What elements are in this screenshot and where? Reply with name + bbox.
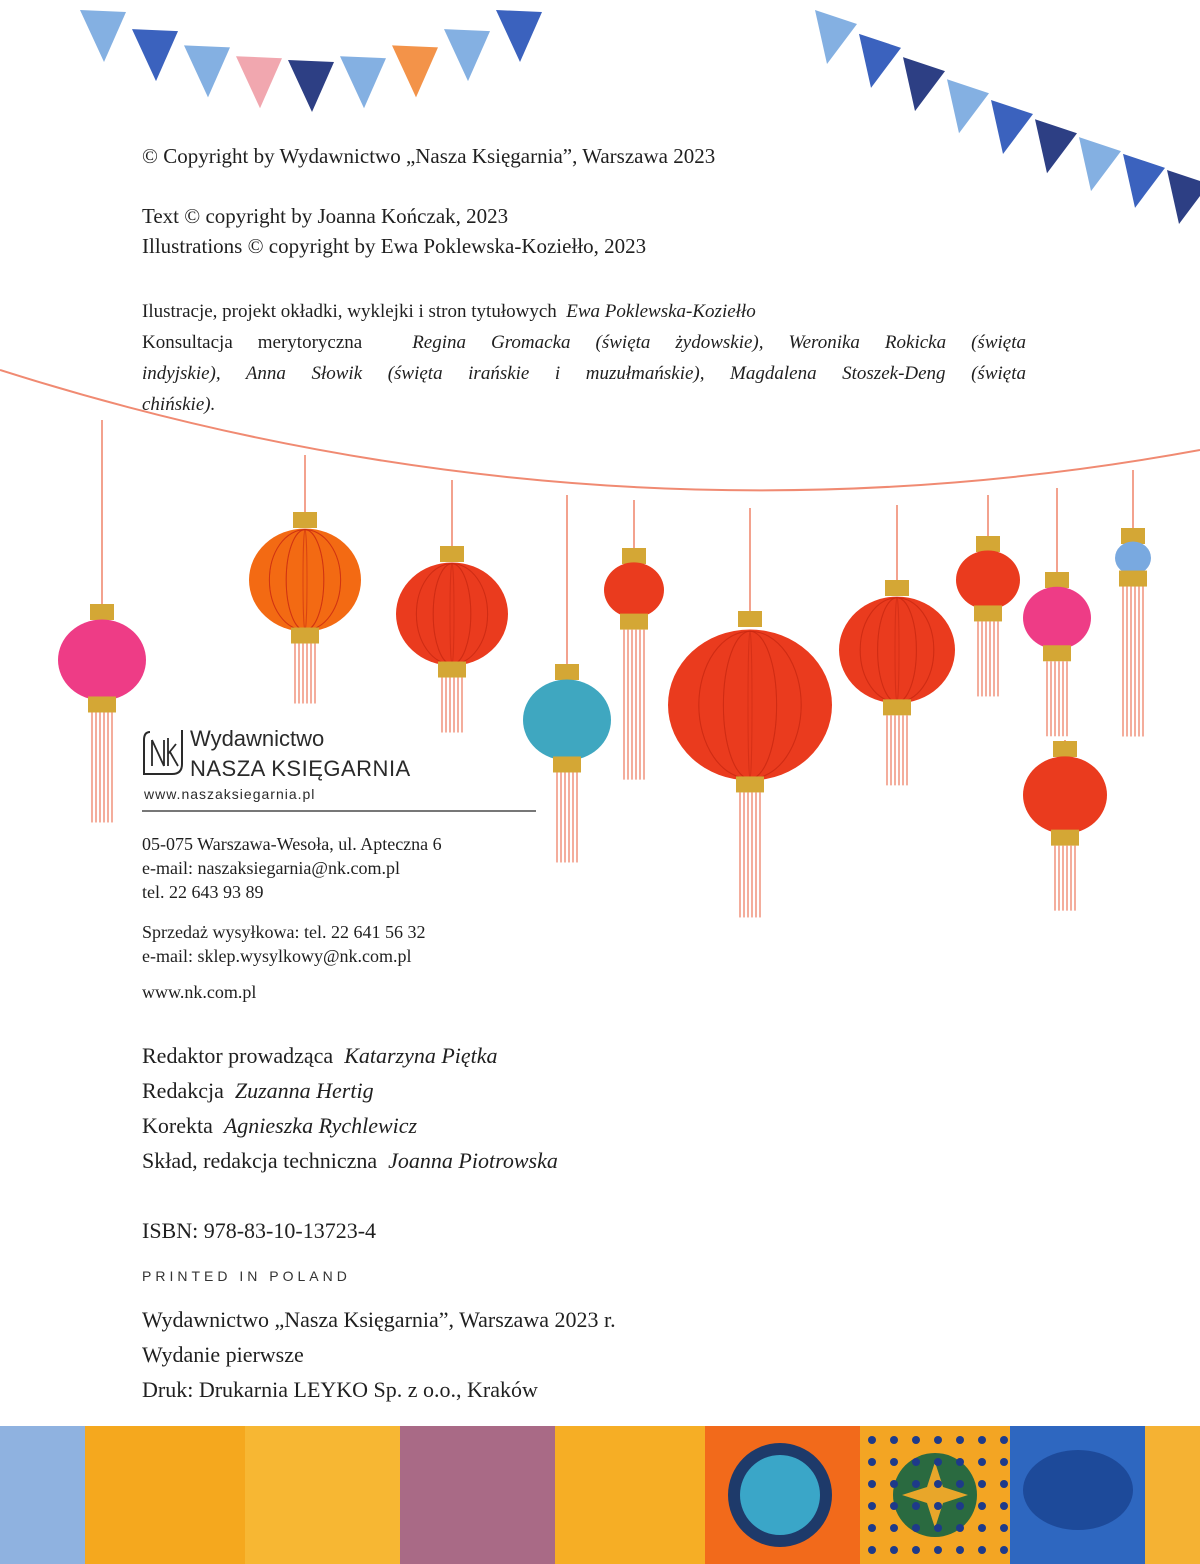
paper-lantern bbox=[249, 455, 361, 704]
consult-names-1: Regina Gromacka (święta żydowskie), Weronika Rokicka (święta bbox=[412, 332, 1026, 353]
paper-lantern bbox=[668, 508, 832, 917]
staff-role: Redakcja bbox=[142, 1078, 224, 1103]
footer-block bbox=[555, 1426, 705, 1564]
sales-email: e-mail: sklep.wysylkowy@nk.com.pl bbox=[142, 946, 412, 966]
isbn: ISBN: 978-83-10-13723-4 bbox=[142, 1218, 377, 1243]
bunting-flag bbox=[1079, 137, 1121, 191]
credits-block bbox=[142, 296, 1026, 420]
footer-block bbox=[245, 1426, 400, 1564]
staff-name: Zuzanna Hertig bbox=[234, 1078, 374, 1103]
bunting-flag bbox=[903, 57, 945, 111]
contact-email: e-mail: naszaksiegarnia@nk.com.pl bbox=[142, 858, 400, 878]
paper-lantern bbox=[839, 505, 955, 785]
contact-block bbox=[142, 832, 442, 904]
staff-block bbox=[142, 1038, 558, 1178]
paper-lantern bbox=[1115, 470, 1151, 737]
publication-line1: Wydawnictwo „Nasza Księgarnia”, Warszawa 2023 r. bbox=[142, 1307, 616, 1332]
paper-lantern bbox=[523, 495, 611, 862]
copyright-publisher: © Copyright by Wydawnictwo „Nasza Księgarnia”, Warszawa 2023 bbox=[142, 144, 716, 168]
bunting-flag bbox=[859, 34, 901, 88]
paper-lantern bbox=[956, 495, 1020, 696]
paper-lantern bbox=[1023, 740, 1107, 911]
logo-name-line1: Wydawnictwo bbox=[190, 726, 325, 751]
publication-edition: Wydanie pierwsze bbox=[142, 1342, 304, 1367]
paper-lantern bbox=[604, 500, 664, 780]
consult-names-2: indyjskie), Anna Słowik (święta irańskie i muzułmańskie), Magdalena Stoszek-Deng (święta bbox=[142, 363, 1026, 384]
illustrations-label: Ilustracje, projekt okładki, wyklejki i stron tytułowych bbox=[142, 301, 557, 322]
decorative-footer-strip bbox=[0, 1426, 1200, 1564]
copyright-text: Text © copyright by Joanna Kończak, 2023 bbox=[142, 204, 509, 228]
contact-phone: tel. 22 643 93 89 bbox=[142, 882, 264, 902]
bunting-flag bbox=[288, 60, 334, 112]
bunting-flag bbox=[80, 10, 126, 62]
nk-logo-icon bbox=[142, 726, 184, 778]
bunting-left bbox=[80, 10, 542, 112]
bunting-flag bbox=[236, 56, 282, 108]
staff-row bbox=[142, 1038, 558, 1073]
bunting-flag bbox=[1035, 119, 1077, 173]
illustrations-credit bbox=[142, 296, 1026, 327]
logo-website: www.naszaksiegarnia.pl bbox=[144, 786, 316, 802]
footer-block bbox=[85, 1426, 245, 1564]
paper-lantern bbox=[58, 420, 146, 822]
bunting-flag bbox=[444, 29, 490, 81]
bunting-flag bbox=[132, 29, 178, 81]
bunting-flag bbox=[1167, 170, 1200, 224]
bunting-flag bbox=[947, 79, 989, 133]
printed-in: PRINTED IN POLAND bbox=[142, 1268, 351, 1284]
staff-role: Skład, redakcja techniczna bbox=[142, 1148, 378, 1173]
sales-phone: Sprzedaż wysyłkowa: tel. 22 641 56 32 bbox=[142, 922, 426, 942]
staff-row bbox=[142, 1108, 558, 1143]
logo-rule bbox=[142, 810, 536, 812]
bunting-flag bbox=[340, 56, 386, 108]
footer-block bbox=[400, 1426, 555, 1564]
bunting-right bbox=[815, 10, 1200, 224]
staff-name: Agnieszka Rychlewicz bbox=[223, 1113, 418, 1138]
bunting-flag bbox=[991, 100, 1033, 154]
bunting-flag bbox=[1123, 154, 1165, 208]
sales-block bbox=[142, 920, 425, 968]
staff-role: Korekta bbox=[142, 1113, 213, 1138]
address: 05-075 Warszawa-Wesoła, ul. Apteczna 6 bbox=[142, 834, 442, 854]
consult-credit-line1 bbox=[142, 327, 1026, 358]
publication-info bbox=[142, 1302, 616, 1407]
footer-block bbox=[0, 1426, 85, 1564]
publisher-logo bbox=[142, 726, 536, 812]
bunting-flag bbox=[496, 10, 542, 62]
staff-row bbox=[142, 1073, 558, 1108]
illustrations-name: Ewa Poklewska-Koziełło bbox=[566, 301, 756, 322]
bunting-flag bbox=[815, 10, 857, 64]
bunting-flag bbox=[392, 45, 438, 97]
publication-printer: Druk: Drukarnia LEYKO Sp. z o.o., Kraków bbox=[142, 1377, 538, 1402]
website-link: www.nk.com.pl bbox=[142, 982, 257, 1002]
paper-lantern bbox=[396, 480, 508, 733]
staff-row bbox=[142, 1143, 558, 1178]
staff-name: Joanna Piotrowska bbox=[388, 1148, 558, 1173]
bunting-flag bbox=[184, 45, 230, 97]
staff-role: Redaktor prowadząca bbox=[142, 1043, 334, 1068]
copyright-illustrations: Illustrations © copyright by Ewa Poklewska-Koziełło, 2023 bbox=[142, 234, 647, 258]
consult-label: Konsultacja merytoryczna bbox=[142, 332, 363, 353]
logo-name-line2: NASZA KSIĘGARNIA bbox=[190, 756, 411, 781]
paper-lantern bbox=[1023, 488, 1091, 736]
footer-block bbox=[1145, 1426, 1200, 1564]
staff-name: Katarzyna Piętka bbox=[344, 1043, 498, 1068]
consult-names-3: chińskie). bbox=[142, 394, 216, 415]
